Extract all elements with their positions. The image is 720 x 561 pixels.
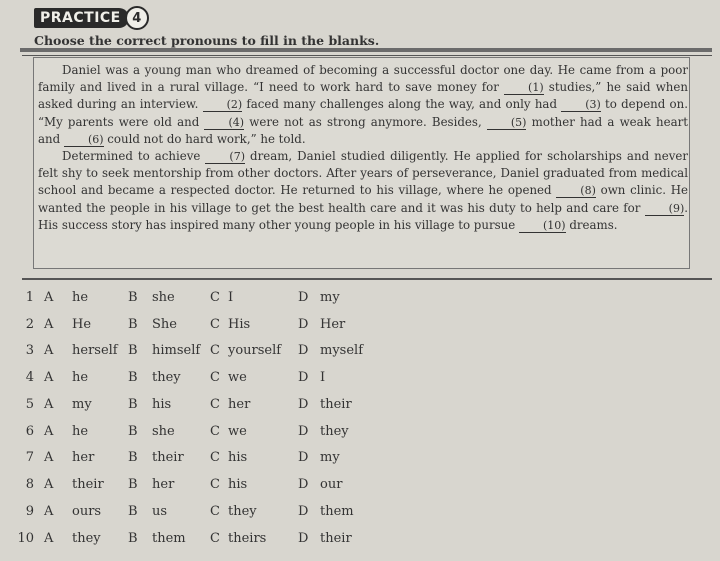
passage-text: to depend on. “My parents were old and: [38, 97, 688, 129]
option-letter-b: B: [128, 531, 138, 546]
option-letter-c: C: [210, 370, 220, 385]
option-letter-d: D: [298, 317, 309, 332]
option-letter-b: B: [128, 343, 138, 358]
option-letter-b: B: [128, 424, 138, 439]
option-letter-b: B: [128, 370, 138, 385]
passage-text: dream, Daniel studied diligently. He applied for scholarships and never felt shy to seek mentorship from other doctors. After years of perseverance, Daniel graduated from medical school and became a respected doctor. He returned to his village, where he opened: [38, 149, 688, 198]
passage-text: own clinic. He wanted the people in his village to get the best health care and it was his duty to help and care for: [38, 183, 688, 215]
option-c[interactable]: they: [228, 504, 257, 519]
option-a[interactable]: he: [72, 370, 89, 385]
question-number: 6: [25, 424, 34, 439]
option-d[interactable]: my: [320, 450, 340, 465]
option-c[interactable]: His: [228, 317, 251, 332]
option-letter-b: B: [128, 450, 138, 465]
option-b[interactable]: She: [152, 317, 177, 332]
question-number: 3: [25, 343, 34, 358]
option-letter-c: C: [210, 477, 220, 492]
question-number: 4: [25, 370, 34, 385]
option-letter-b: B: [128, 477, 138, 492]
option-c[interactable]: her: [228, 397, 251, 412]
option-letter-a: A: [44, 343, 54, 358]
blank-8: (8): [556, 184, 596, 198]
option-letter-d: D: [298, 370, 309, 385]
option-d[interactable]: their: [320, 397, 352, 412]
option-a[interactable]: my: [72, 397, 92, 412]
option-d[interactable]: Her: [320, 317, 346, 332]
blank-3: (3): [561, 98, 601, 112]
option-a[interactable]: herself: [72, 343, 118, 358]
blank-5: (5): [487, 116, 527, 130]
option-letter-b: B: [128, 290, 138, 305]
instruction-text: Choose the correct pronouns to fill in the blanks.: [34, 33, 380, 48]
option-letter-c: C: [210, 397, 220, 412]
question-number: 2: [25, 317, 34, 332]
option-b[interactable]: them: [152, 531, 186, 546]
practice-number-badge: 4: [125, 6, 149, 30]
option-b[interactable]: she: [152, 424, 175, 439]
option-b[interactable]: her: [152, 477, 175, 492]
option-a[interactable]: they: [72, 531, 101, 546]
passage-text: Daniel was a young man who dreamed of becoming a successful doctor one day. He came from a poor family and lived in a rural village. “I need to work hard to save money for: [38, 63, 688, 95]
question-number: 10: [17, 531, 34, 546]
option-a[interactable]: their: [72, 477, 104, 492]
practice-label: PRACTICE: [34, 8, 129, 28]
practice-header: [34, 6, 149, 30]
option-letter-d: D: [298, 424, 309, 439]
option-d[interactable]: I: [320, 370, 326, 385]
option-letter-a: A: [44, 450, 54, 465]
passage-text: could not do hard work,” he told.: [103, 131, 306, 146]
option-d[interactable]: myself: [320, 343, 364, 358]
option-letter-a: A: [44, 477, 54, 492]
option-a[interactable]: he: [72, 290, 89, 305]
option-b[interactable]: she: [152, 290, 175, 305]
option-letter-b: B: [128, 317, 138, 332]
passage-paragraph-1: [38, 62, 688, 148]
blank-6: (6): [64, 133, 104, 147]
option-letter-a: A: [44, 317, 54, 332]
passage-text: mother had a weak heart and: [38, 114, 688, 146]
option-c[interactable]: his: [228, 477, 248, 492]
option-letter-a: A: [44, 504, 54, 519]
option-letter-a: A: [44, 290, 54, 305]
passage-text: Determined to achieve: [62, 149, 206, 164]
option-d[interactable]: my: [320, 290, 340, 305]
option-d[interactable]: our: [320, 477, 343, 492]
option-a[interactable]: He: [72, 317, 92, 332]
option-c[interactable]: we: [228, 424, 247, 439]
blank-1: (1): [504, 81, 544, 95]
blank-9: (9): [645, 202, 685, 216]
option-letter-c: C: [210, 424, 220, 439]
passage: [38, 62, 688, 234]
option-letter-b: B: [128, 504, 138, 519]
option-c[interactable]: yourself: [228, 343, 282, 358]
option-c[interactable]: his: [228, 450, 248, 465]
option-letter-a: A: [44, 370, 54, 385]
passage-text: studies,” he said when asked during an interview.: [38, 80, 688, 112]
option-letter-c: C: [210, 290, 220, 305]
option-letter-c: C: [210, 343, 220, 358]
option-d[interactable]: them: [320, 504, 354, 519]
option-letter-a: A: [44, 397, 54, 412]
option-letter-c: C: [210, 504, 220, 519]
option-c[interactable]: we: [228, 370, 247, 385]
option-letter-c: C: [210, 531, 220, 546]
question-number: 7: [25, 450, 34, 465]
option-letter-d: D: [298, 397, 309, 412]
option-letter-d: D: [298, 450, 309, 465]
option-letter-a: A: [44, 531, 54, 546]
option-c[interactable]: I: [228, 290, 234, 305]
divider: [20, 48, 712, 52]
option-letter-d: D: [298, 343, 309, 358]
option-b[interactable]: they: [152, 370, 181, 385]
passage-paragraph-2: [38, 148, 688, 234]
option-a[interactable]: he: [72, 424, 89, 439]
passage-text: faced many challenges along the way, and only had: [242, 97, 562, 112]
option-letter-c: C: [210, 450, 220, 465]
option-b[interactable]: himself: [152, 343, 201, 358]
option-letter-d: D: [298, 531, 309, 546]
question-number: 8: [25, 477, 34, 492]
passage-text: were not as strong anymore. Besides,: [244, 114, 487, 129]
passage-text: dreams.: [565, 217, 618, 232]
option-c[interactable]: theirs: [228, 531, 267, 546]
option-b[interactable]: us: [152, 504, 168, 519]
option-b[interactable]: their: [152, 450, 184, 465]
option-letter-d: D: [298, 477, 309, 492]
option-letter-a: A: [44, 424, 54, 439]
option-letter-d: D: [298, 504, 309, 519]
option-letter-c: C: [210, 317, 220, 332]
option-d[interactable]: they: [320, 424, 349, 439]
option-d[interactable]: their: [320, 531, 352, 546]
blank-4: (4): [204, 116, 244, 130]
option-letter-b: B: [128, 397, 138, 412]
question-number: 1: [25, 290, 34, 305]
option-letter-d: D: [298, 290, 309, 305]
question-number: 5: [25, 397, 34, 412]
option-a[interactable]: her: [72, 450, 95, 465]
blank-7: (7): [205, 150, 245, 164]
question-number: 9: [25, 504, 34, 519]
passage-text: . His success story has inspired many other young people in his village to pursue: [38, 200, 688, 232]
blank-2: (2): [203, 98, 243, 112]
option-a[interactable]: ours: [72, 504, 102, 519]
option-b[interactable]: his: [152, 397, 172, 412]
blank-10: (10): [519, 219, 566, 233]
